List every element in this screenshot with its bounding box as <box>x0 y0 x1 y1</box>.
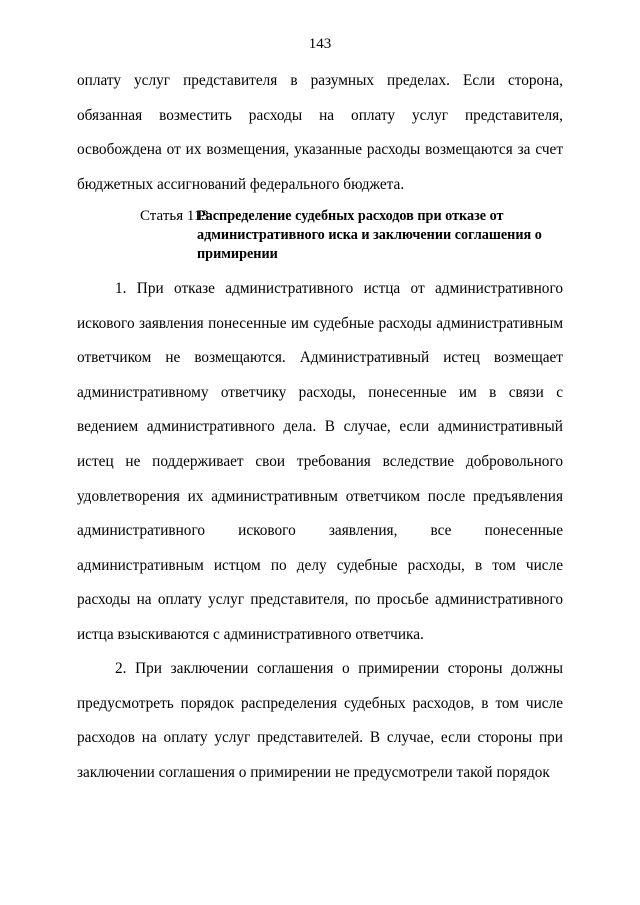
article-heading <box>140 207 560 264</box>
article-title: Распределение судебных расходов при отказе от административного иска и заключении соглашения о примирении <box>197 208 542 262</box>
page-number: 143 <box>308 36 332 52</box>
article-label: Статья 113. <box>140 208 213 224</box>
intro-paragraph: оплату услуг представителя в разумных пределах. Если сторона, обязанная возместить расходы на оплату услуг представителя, освобождена от их возмещения, указанные расходы возмещаются за счет бюджетных ассигнований федерального бюджета. <box>77 72 563 193</box>
paragraph-2: 2. При заключении соглашения о примирении стороны должны предусмотреть порядок распределения судебных расходов, в том числе расходов на оплату услуг представителей. В случае, если стороны при заключении соглашения о примирении не предусмотрели такой порядок <box>77 660 563 781</box>
paragraph-1: 1. При отказе административного истца от административного искового заявления понесенные им судебные расходы административным ответчиком не возмещаются. Административный истец возмещает административному ответчику расходы, понесенные им в связи с ведением административного дела. В случае, если административный истец не поддерживает свои требования вследствие добровольного удовлетворения их административным ответчиком после предъявления административного искового заявления, все понесенные административным истцом по делу судебные расходы, в том числе расходы на оплату услуг представителя, по просьбе административного истца взыскиваются с административного ответчика. <box>77 280 563 643</box>
